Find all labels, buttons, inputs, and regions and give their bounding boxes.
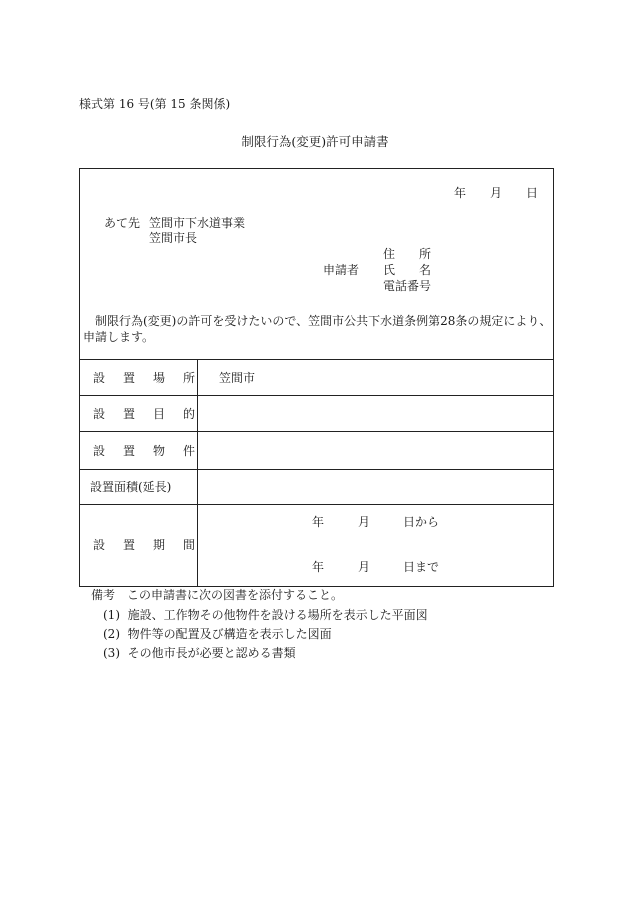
- form-number: 様式第 16 号(第 15 条関係): [79, 97, 231, 111]
- statement-line2: 申請します。: [83, 330, 155, 344]
- row-label-location-char: 置: [123, 371, 136, 385]
- row-label-period-char: 設: [93, 538, 106, 552]
- row-label-object-char: 件: [183, 444, 196, 458]
- note-text: 物件等の配置及び構造を表示した図面: [127, 627, 332, 641]
- application-form-table: [79, 168, 554, 587]
- period-from-day: 日から: [403, 515, 440, 529]
- note-item-3: [103, 647, 296, 659]
- note-item-1: [103, 609, 428, 621]
- row-divider: [80, 504, 553, 505]
- row-label-period-char: 置: [123, 538, 136, 552]
- note-text: 施設、工作物その他物件を設ける場所を表示した平面図: [127, 608, 428, 622]
- addressee-line2: 笠間市長: [149, 231, 198, 245]
- row-label-object-char: 置: [123, 444, 136, 458]
- applicant-phone-label: 電話番号: [383, 279, 432, 293]
- note-number: (3): [103, 646, 120, 660]
- document-title: 制限行為(変更)許可申請書: [241, 134, 389, 149]
- row-label-area: 設置面積(延長): [90, 480, 172, 494]
- applicant-address-label-2: 所: [419, 247, 432, 261]
- period-to-month: 月: [358, 560, 371, 574]
- notes-intro: 備考 この申請書に次の図書を添付すること。: [91, 588, 344, 602]
- row-label-location-char: 設: [93, 371, 106, 385]
- row-label-purpose-char: 置: [123, 407, 136, 421]
- note-number: (1): [103, 608, 120, 622]
- date-day-label: 日: [526, 186, 539, 200]
- applicant-address-label-1: 住: [383, 247, 396, 261]
- applicant-name-label-2: 名: [419, 263, 432, 277]
- date-year-label: 年: [454, 186, 467, 200]
- column-divider: [197, 359, 198, 586]
- row-label-purpose-char: 目: [153, 407, 166, 421]
- location-value: 笠間市: [219, 371, 256, 385]
- statement-line1: 制限行為(変更)の許可を受けたいので、笠間市公共下水道条例第28条の規定により、: [95, 314, 552, 328]
- row-divider: [80, 359, 553, 360]
- row-divider: [80, 431, 553, 432]
- note-item-2: [103, 628, 332, 640]
- note-number: (2): [103, 627, 120, 641]
- row-label-object-char: 設: [93, 444, 106, 458]
- applicant-role-label: 申請者: [323, 263, 360, 277]
- addressee-label: あて先: [104, 216, 141, 230]
- row-label-period-char: 間: [183, 538, 196, 552]
- note-text: その他市長が必要と認める書類: [127, 646, 296, 660]
- period-to-day: 日まで: [403, 560, 440, 574]
- row-label-purpose-char: 的: [183, 407, 196, 421]
- period-to-year: 年: [312, 560, 325, 574]
- row-label-purpose-char: 設: [93, 407, 106, 421]
- period-from-year: 年: [312, 515, 325, 529]
- applicant-name-label-1: 氏: [383, 263, 396, 277]
- row-label-location-char: 所: [183, 371, 196, 385]
- period-from-month: 月: [358, 515, 371, 529]
- row-divider: [80, 469, 553, 470]
- row-label-location-char: 場: [153, 371, 166, 385]
- date-month-label: 月: [490, 186, 503, 200]
- row-label-object-char: 物: [153, 444, 166, 458]
- row-label-period-char: 期: [153, 538, 166, 552]
- addressee-line1: 笠間市下水道事業: [149, 216, 246, 230]
- row-divider: [80, 395, 553, 396]
